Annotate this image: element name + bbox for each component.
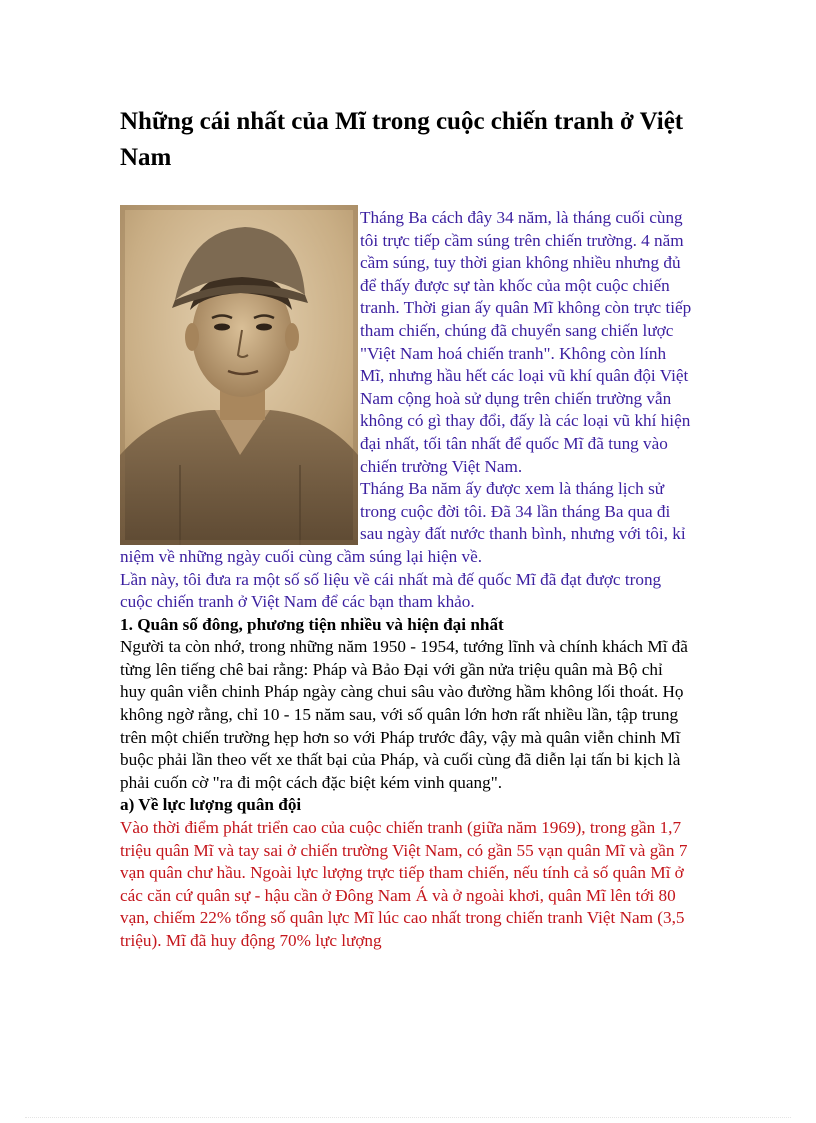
article-body [120, 207, 692, 953]
article-title: Những cái nhất của Mĩ trong cuộc chiến tranh ở Việt Nam [120, 108, 684, 171]
body-paragraph-2: Vào thời điểm phát triển cao của cuộc chiến tranh (giữa năm 1969), trong gần 1,7 triệu quân Mĩ và tay sai ở chiến trường Việt Nam, có gần 55 vạn quân Mĩ và gần 7 vạn quân chư hầu. Ngoài lực lượng trực tiếp tham chiến, nếu tính cả số quân Mĩ ở các căn cứ quân sự - hậu cần ở Đông Nam Á và ở ngoài khơi, quân Mĩ lên tới 80 vạn, chiếm 22% tổng số quân lực Mĩ lúc cao nhất trong chiến tranh Việt Nam (3,5 triệu). Mĩ đã huy động 70% lực lượng [120, 818, 688, 950]
intro-paragraph-3: Lần này, tôi đưa ra một số số liệu về cái nhất mà đế quốc Mĩ đã đạt được trong cuộc chiến tranh ở Việt Nam để các bạn tham khảo. [120, 569, 662, 612]
intro-paragraph-1: Tháng Ba cách đây 34 năm, là tháng cuối cùng tôi trực tiếp cầm súng trên chiến trường. 4 năm cầm súng, tuy thời gian không nhiều nhưng đủ để thấy được sự tàn khốc của một cuộc chiến tranh. Thời gian ấy quân Mĩ không còn trực tiếp tham chiến, chúng đã chuyển sang chiến lược "Việt Nam hoá chiến tranh". Không còn lính Mĩ, nhưng hầu hết các loại vũ khí quân đội Việt Nam cộng hoà sử dụng trên chiến trường vẫn không có gì thay đổi, đấy là các loại vũ khí hiện đại nhất, tối tân nhất để quốc Mĩ đã tung vào chiến trường Việt Nam. [360, 208, 692, 476]
section-heading-1: 1. Quân số đông, phương tiện nhiều và hiện đại nhất [120, 614, 504, 634]
body-paragraph-1: Người ta còn nhớ, trong những năm 1950 - 1954, tướng lĩnh và chính khách Mĩ đã từng lên tiếng chê bai rằng: Pháp và Bảo Đại với gần nửa triệu quân mà Bộ chỉ huy quân viễn chinh Pháp ngày càng chui sâu vào đường hầm không lối thoát. Họ không ngờ rằng, chỉ 10 - 15 năm sau, với số quân lớn hơn rất nhiều lần, tập trung trên một chiến trường hẹp hơn so với Pháp trước đây, vậy mà quân viễn chinh Mĩ buộc phải lần theo vết xe thất bại của Pháp, và cuối cùng đã diễn lại tấn bi kịch là phải cuốn cờ "ra đi một cách đặc biệt kém vinh quang". [120, 637, 688, 792]
intro-paragraph-2: Tháng Ba năm ấy được xem là tháng lịch sử trong cuộc đời tôi. Đã 34 lần tháng Ba qua đi sau ngày đất nước thanh bình, nhưng với tôi, kỉ niệm về những ngày cuối cùng cầm súng lại hiện về. [120, 479, 686, 566]
section-heading-2: a) Về lực lượng quân đội [120, 795, 302, 815]
page-bottom-rule [25, 1117, 791, 1118]
